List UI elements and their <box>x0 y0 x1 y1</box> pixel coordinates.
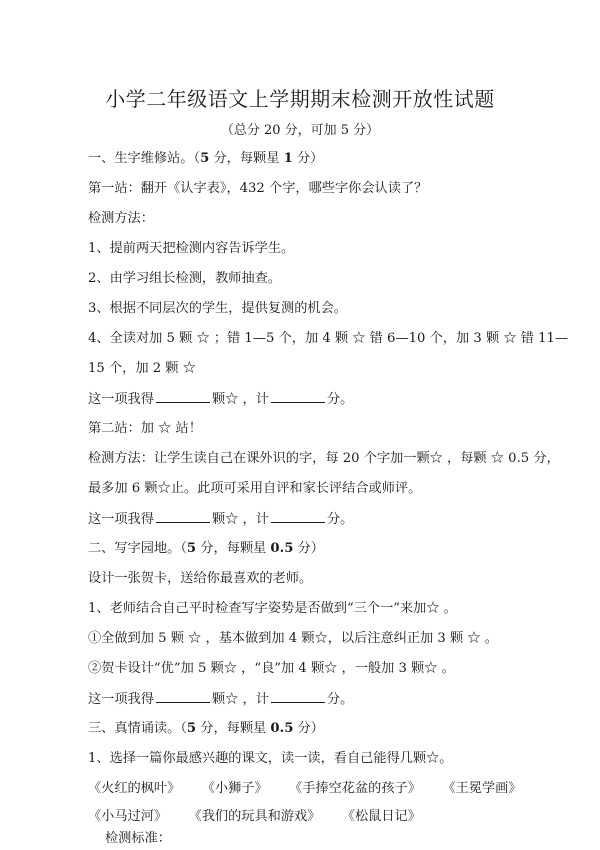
book-title: 《小狮子》 <box>208 781 268 796</box>
book-title: 《小马过河》 <box>88 809 168 824</box>
star-count-blank[interactable] <box>156 510 210 523</box>
book-title: 《王冕学画》 <box>448 781 522 796</box>
page-title: 小学二年级语文上学期期末检测开放性试题 <box>105 87 495 111</box>
list-item: 4、全读对加 5 颗 ☆ ；错 1—5 个，加 4 颗 ☆ 错 6—10 个，加 3 颗 ☆ 错 11— <box>88 331 569 346</box>
method-label: 检测方法： <box>88 211 154 226</box>
list-item: 2、由学习组长检测，教师抽查。 <box>88 271 282 286</box>
section-1-heading: 一、生字维修站。（5 分，每颗星 1 分） <box>88 151 324 166</box>
book-list-row-2 <box>88 808 421 826</box>
book-title: 《我们的玩具和游戏》 <box>195 809 321 824</box>
list-item-continued: 15 个，加 2 颗 ☆ <box>88 361 196 376</box>
stop-1-text: 第一站：翻开《认字表》，432 个字，哪些字你会认读了？ <box>88 181 428 196</box>
score-line: 这一项我得 颗☆ ，计 分。 <box>88 512 354 527</box>
score-line: 这一项我得 颗☆ ，计 分。 <box>88 392 354 407</box>
section-2-intro: 设计一张贺卡，送给你最喜欢的老师。 <box>88 571 313 586</box>
score-line: 这一项我得 颗☆ ，计 分。 <box>88 692 354 707</box>
score-blank[interactable] <box>271 390 325 403</box>
method-text-continued: 最多加 6 颗☆止。此项可采用自评和家长评结合或师评。 <box>88 481 422 496</box>
list-item: 3、根据不同层次的学生，提供复测的机会。 <box>88 301 347 316</box>
score-blank[interactable] <box>271 690 325 703</box>
score-blank[interactable] <box>271 510 325 523</box>
book-title: 《手捧空花盆的孩子》 <box>295 781 421 796</box>
star-count-blank[interactable] <box>156 390 210 403</box>
star-count-blank[interactable] <box>156 690 210 703</box>
list-item: ①全做到加 5 颗 ☆ ，基本做到加 4 颗☆，以后注意纠正加 3 颗 ☆ 。 <box>88 631 498 646</box>
book-title: 《火红的枫叶》 <box>88 781 181 796</box>
standard-label: 检测标准： <box>105 831 171 846</box>
book-list-row-1 <box>88 780 521 798</box>
list-item: 1、提前两天把检测内容告诉学生。 <box>88 241 295 256</box>
list-item: 1、老师结合自己平时检查写字姿势是否做到“三个一”来加☆ 。 <box>88 601 457 616</box>
book-title: 《松鼠日记》 <box>348 809 421 824</box>
list-item: ②贺卡设计“优”加 5 颗☆ ，“良”加 4 颗☆ ，一般加 3 颗☆ 。 <box>88 661 455 676</box>
section-3-heading: 三、真情诵读。（5 分，每颗星 0.5 分） <box>88 721 324 736</box>
method-text: 检测方法：让学生读自己在课外识的字，每 20 个字加一颗☆ ，每颗 ☆ 0.5 分， <box>88 451 560 466</box>
stop-2-text: 第二站：加 ☆ 站！ <box>88 421 202 436</box>
section-2-heading: 二、写字园地。（5 分，每颗星 0.5 分） <box>88 541 324 556</box>
list-item: 1、选择一篇你最感兴趣的课文，读一读，看自己能得几颗☆。 <box>88 751 453 766</box>
page-subtitle: （总分 20 分，可加 5 分） <box>220 123 380 138</box>
